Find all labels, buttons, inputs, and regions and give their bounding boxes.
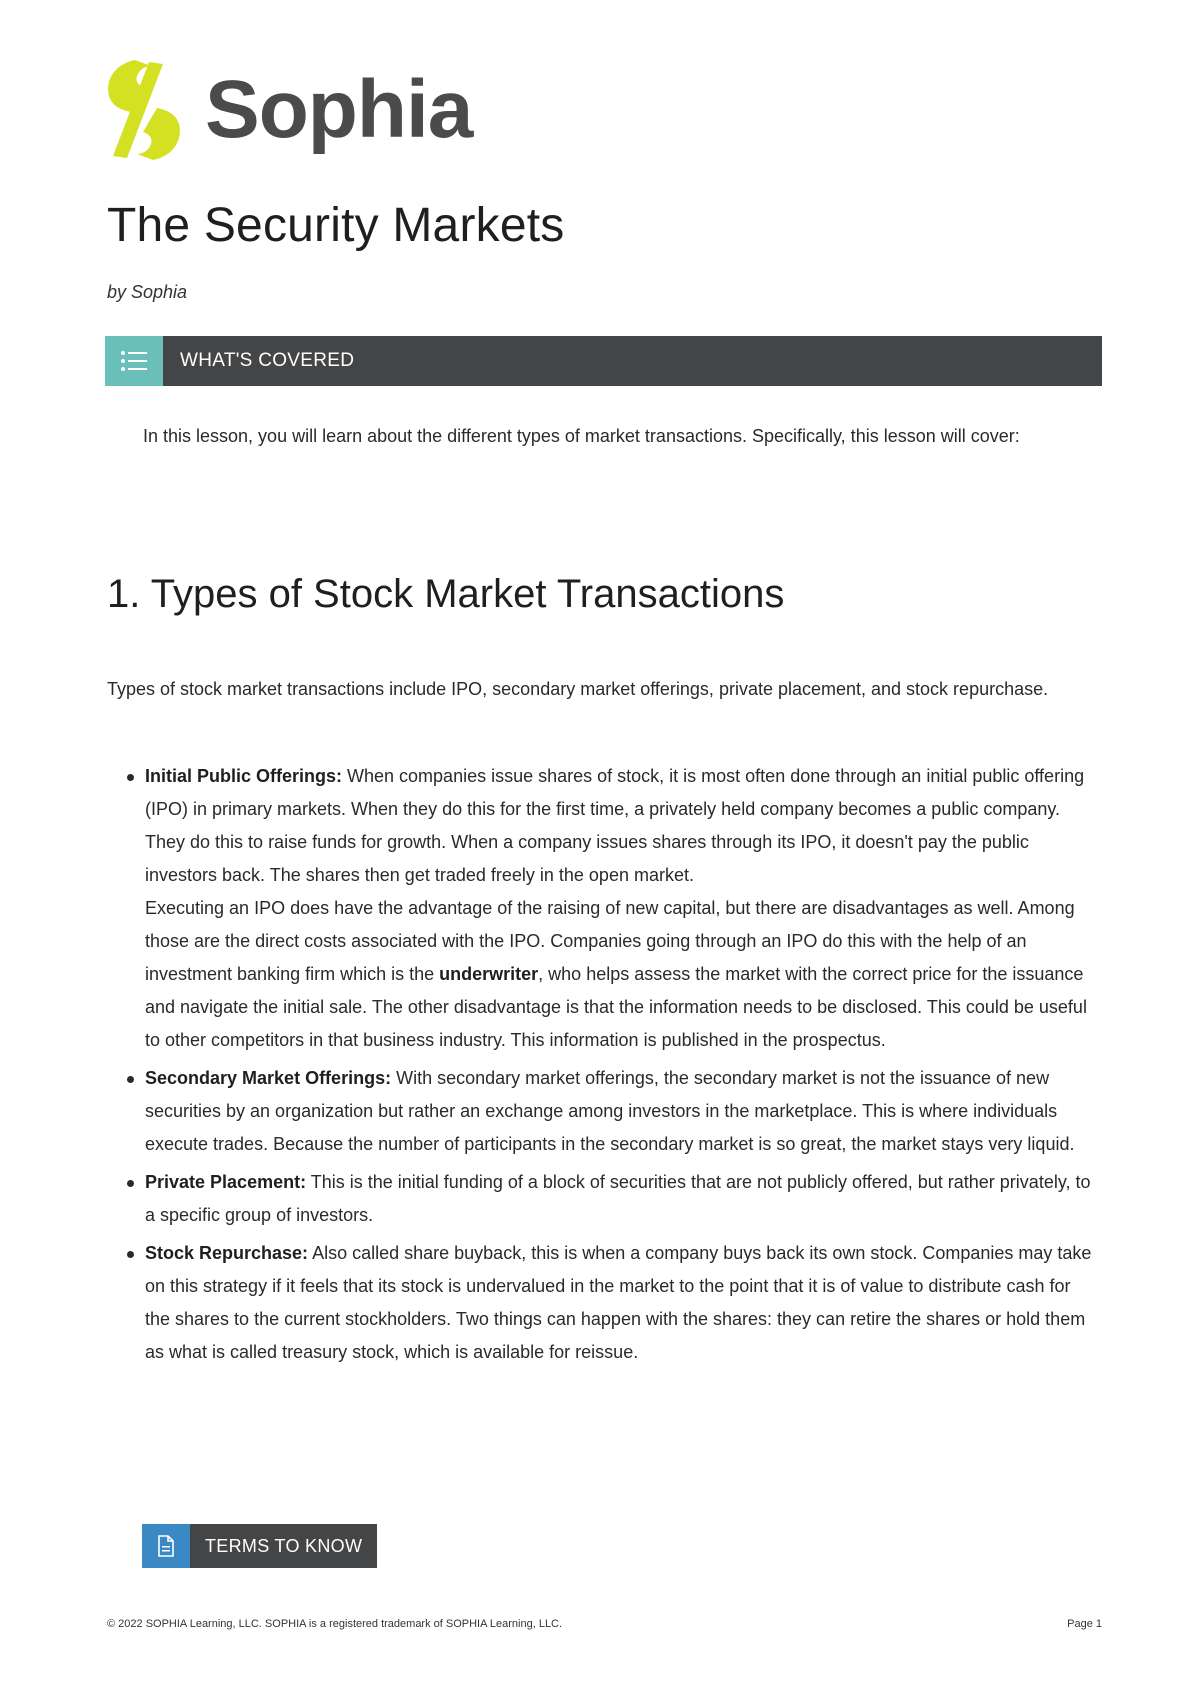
list-item — [145, 760, 1095, 1057]
terms-to-know-icon-box — [142, 1524, 190, 1568]
whats-covered-text: In this lesson, you will learn about the different types of market transactions. Specifically, this lesson will cover: — [143, 426, 1020, 446]
byline: by Sophia — [107, 282, 188, 302]
whats-covered-label: WHAT'S COVERED — [180, 350, 355, 371]
terms-to-know-button[interactable] — [142, 1524, 377, 1568]
section-lead-paragraph: Types of stock market transactions include IPO, secondary market offerings, private placement, and stock repurchase. — [107, 679, 1049, 699]
list-item-term: Secondary Market Offerings: — [145, 1068, 392, 1088]
term-underwriter: underwriter — [439, 964, 539, 984]
footer-copyright: © 2022 SOPHIA Learning, LLC. SOPHIA is a registered trademark of SOPHIA Learning, LLC. — [107, 1618, 563, 1630]
transaction-types-list — [145, 760, 1095, 1374]
list-item-term: Stock Repurchase: — [145, 1243, 309, 1263]
whats-covered-bar — [105, 336, 1102, 386]
list-item — [145, 1237, 1095, 1369]
list-item-text: , who helps assess the market with the correct price for the issuance and navigate the initial sale. The other disadvantage is that the information needs to be disclosed. This could be useful to other competitors in that business industry. This information is published in the prospectus. — [145, 964, 1087, 1050]
sophia-logo — [105, 55, 472, 165]
terms-to-know-label: TERMS TO KNOW — [205, 1535, 363, 1556]
list-item — [145, 1166, 1095, 1232]
list-icon — [120, 349, 148, 373]
list-item-text: Also called share buyback, this is when a company buys back its own stock. Companies may take on this strategy if it feels that its stock is undervalued in the market to the point that it is of value to distribute cash for the shares to the current stockholders. Two things can happen with the shares: they can retire the shares or hold them as what is called treasury stock, which is available for reissue. — [145, 1243, 1092, 1362]
page-title: The Security Markets — [107, 199, 565, 252]
footer-page-number: Page 1 — [1067, 1618, 1102, 1630]
sophia-wordmark: Sophia — [205, 64, 473, 155]
page-footer — [107, 1618, 1102, 1630]
list-item-term: Initial Public Offerings: — [145, 766, 343, 786]
document-icon — [157, 1535, 175, 1557]
list-item-text: When companies issue shares of stock, it is most often done through an initial public offering (IPO) in primary markets. When they do this for the first time, a privately held company becomes a public company. They do this to raise funds for growth. When a company issues shares through its IPO, it doesn't pay the public investors back. The shares then get traded freely in the open market. — [145, 766, 1085, 885]
list-item — [145, 1062, 1095, 1161]
list-item-term: Private Placement: — [145, 1172, 307, 1192]
section-heading: 1. Types of Stock Market Transactions — [107, 572, 785, 616]
list-item-second-paragraph — [145, 892, 1095, 1057]
list-item-text: With secondary market offerings, the secondary market is not the issuance of new securities by an organization but rather an exchange among investors in the marketplace. This is where individuals execute trades. Because the number of participants in the secondary market is so great, the market stays very liquid. — [145, 1068, 1075, 1154]
list-item-text: Executing an IPO does have the advantage of the raising of new capital, but there are disadvantages as well. Among those are the direct costs associated with the IPO. Companies going through an IPO do this with the help of an investment banking firm which is the — [145, 898, 1075, 984]
list-item-text: This is the initial funding of a block of securities that are not publicly offered, but rather privately, to a specific group of investors. — [145, 1172, 1091, 1225]
sophia-logo-mark-icon — [105, 58, 183, 162]
whats-covered-icon-box — [105, 336, 163, 386]
